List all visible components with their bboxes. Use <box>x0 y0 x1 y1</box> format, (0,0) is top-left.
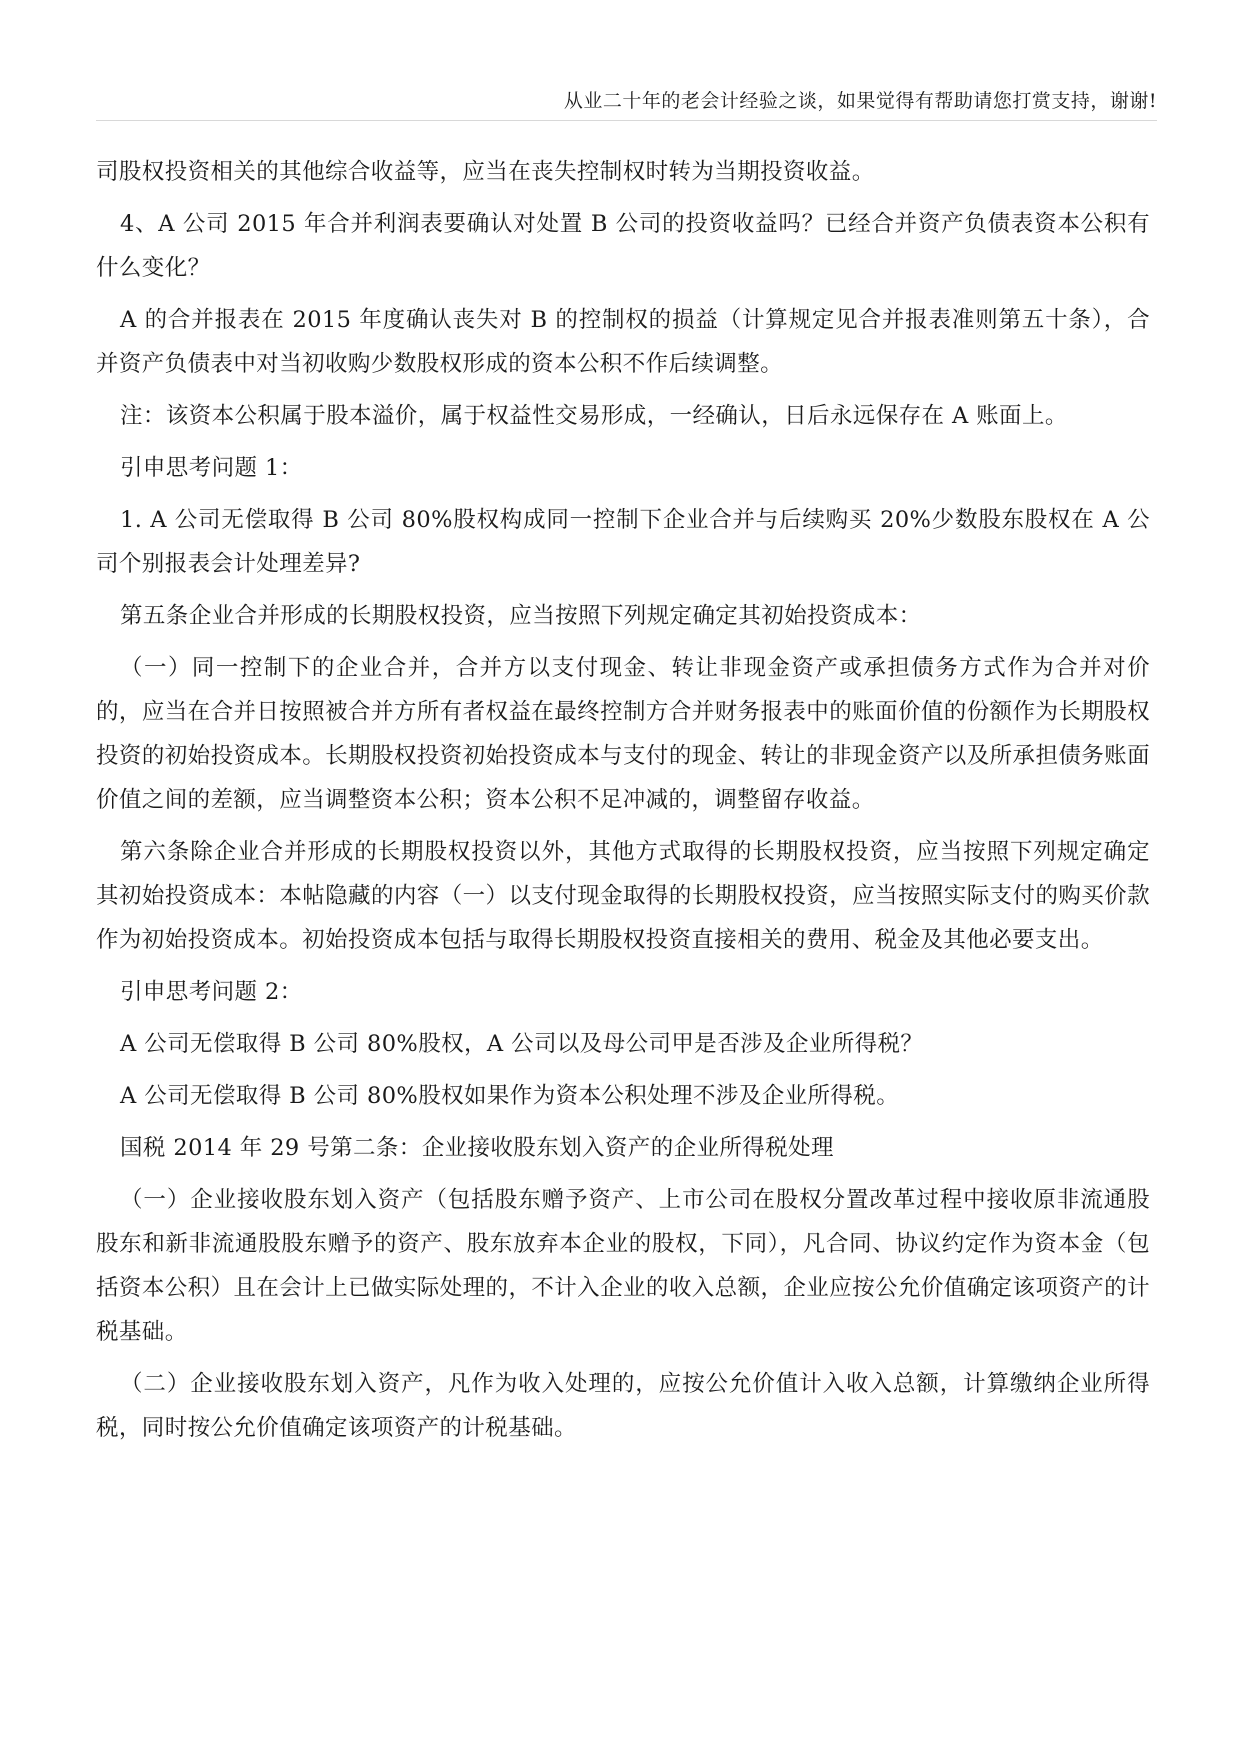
paragraph: 司股权投资相关的其他综合收益等，应当在丧失控制权时转为当期投资收益。 <box>96 159 875 185</box>
paragraph: （二）企业接收股东划入资产，凡作为收入处理的，应按公允价值计入收入总额，计算缴纳企业所得税，同时按公允价值确定该项资产的计税基础。 <box>96 1371 1150 1441</box>
paragraph: 引申思考问题 2： <box>120 979 303 1005</box>
paragraph: 引申思考问题 1： <box>120 455 303 481</box>
document-body <box>96 150 1150 1458</box>
paragraph: 1. A 公司无偿取得 B 公司 80%股权构成同一控制下企业合并与后续购买 20%少数股东股权在 A 公司个别报表会计处理差异? <box>96 507 1150 577</box>
paragraph: （一）企业接收股东划入资产（包括股东赠予资产、上市公司在股权分置改革过程中接收原非流通股股东和新非流通股股东赠予的资产、股东放弃本企业的股权，下同），凡合同、协议约定作为资本金（包括资本公积）且在会计上已做实际处理的，不计入企业的收入总额，企业应按公允价值确定该项资产的计税基础。 <box>96 1187 1150 1345</box>
paragraph: 第六条除企业合并形成的长期股权投资以外，其他方式取得的长期股权投资，应当按照下列规定确定其初始投资成本：本帖隐藏的内容（一）以支付现金取得的长期股权投资，应当按照实际支付的购买价款作为初始投资成本。初始投资成本包括与取得长期股权投资直接相关的费用、税金及其他必要支出。 <box>96 839 1150 953</box>
header-divider <box>96 120 1157 121</box>
paragraph: 第五条企业合并形成的长期股权投资，应当按照下列规定确定其初始投资成本： <box>120 603 922 629</box>
paragraph: 4、A 公司 2015 年合并利润表要确认对处置 B 公司的投资收益吗？已经合并资产负债表资本公积有什么变化？ <box>96 211 1150 281</box>
paragraph: A 公司无偿取得 B 公司 80%股权，A 公司以及母公司甲是否涉及企业所得税？ <box>120 1031 924 1057</box>
paragraph: 注：该资本公积属于股本溢价，属于权益性交易形成，一经确认，日后永远保存在 A 账面上。 <box>120 403 1068 429</box>
paragraph: A 公司无偿取得 B 公司 80%股权如果作为资本公积处理不涉及企业所得税。 <box>120 1083 900 1109</box>
paragraph: （一）同一控制下的企业合并，合并方以支付现金、转让非现金资产或承担债务方式作为合并对价的，应当在合并日按照被合并方所有者权益在最终控制方合并财务报表中的账面价值的份额作为长期股权投资的初始投资成本。长期股权投资初始投资成本与支付的现金、转让的非现金资产以及所承担债务账面价值之间的差额，应当调整资本公积；资本公积不足冲减的，调整留存收益。 <box>96 655 1150 813</box>
paragraph: A 的合并报表在 2015 年度确认丧失对 B 的控制权的损益（计算规定见合并报表准则第五十条），合并资产负债表中对当初收购少数股权形成的资本公积不作后续调整。 <box>96 307 1150 377</box>
page-header-note: 从业二十年的老会计经验之谈，如果觉得有帮助请您打赏支持，谢谢! <box>563 90 1157 112</box>
paragraph: 国税 2014 年 29 号第二条：企业接收股东划入资产的企业所得税处理 <box>120 1135 834 1161</box>
